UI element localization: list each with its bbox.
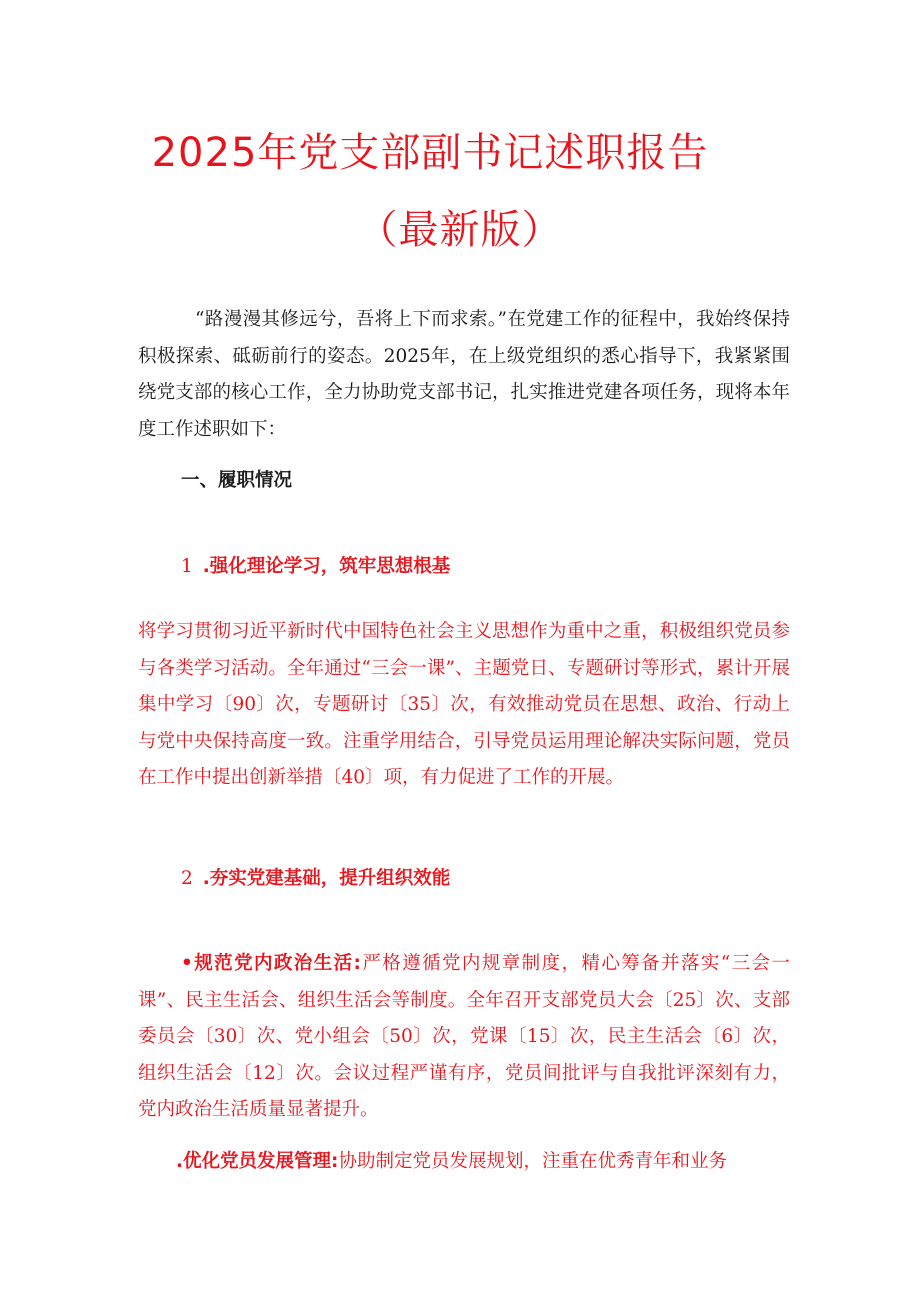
item-1-lead: 规范党内政治生活: bbox=[192, 953, 361, 974]
subsection-2-title: .夯实党建基础，提升组织效能 bbox=[202, 868, 451, 889]
bullet-icon: • bbox=[181, 953, 193, 974]
item-2-body: 协助制定党员发展规划，注重在优秀青年和业务 bbox=[338, 1151, 727, 1172]
subsection-2-heading bbox=[181, 861, 450, 897]
section-heading: 一、履职情况 bbox=[181, 470, 293, 491]
document-title: 2025年党支部副书记述职报告 bbox=[151, 130, 709, 176]
subsection-1-heading bbox=[181, 549, 450, 585]
item-1-paragraph bbox=[138, 946, 790, 1129]
item-2-lead: .优化党员发展管理: bbox=[176, 1151, 339, 1172]
subsection-1-number: 1 bbox=[181, 556, 193, 577]
item-2-paragraph bbox=[138, 1144, 790, 1181]
document-subtitle: （最新版） bbox=[357, 207, 563, 253]
subsection-1-title: .强化理论学习，筑牢思想根基 bbox=[202, 556, 451, 577]
intro-paragraph: “路漫漫其修远兮，吾将上下而求索。”在党建工作的征程中，我始终保持积极探索、砥砺前行的姿态。2025年，在上级党组织的悉心指导下，我紧紧围绕党支部的核心工作，全力协助党支部书记，扎实推进党建各项任务，现将本年度工作述职如下： bbox=[138, 309, 790, 440]
subsection-2-number: 2 bbox=[181, 868, 193, 889]
subsection-1-body: 将学习贯彻习近平新时代中国特色社会主义思想作为重中之重，积极组织党员参与各类学习活动。全年通过“三会一课”、主题党日、专题研讨等形式，累计开展集中学习〔90〕次，专题研讨〔35〕次，有效推动党员在思想、政治、行动上与党中央保持高度一致。注重学用结合，引导党员运用理论解决实际问题，党员在工作中提出创新举措〔40〕项，有力促进了工作的开展。 bbox=[138, 621, 790, 788]
item-1-body: 严格遵循党内规章制度，精心筹备并落实“三会一课”、民主生活会、组织生活会等制度。全年召开支部党员大会〔25〕次、支部委员会〔30〕次、党小组会〔50〕次，党课〔15〕次，民主生活会〔6〕次，组织生活会〔12〕次。会议过程严谨有序，党员间批评与自我批评深刻有力，党内政治生活质量显著提升。 bbox=[138, 953, 790, 1120]
